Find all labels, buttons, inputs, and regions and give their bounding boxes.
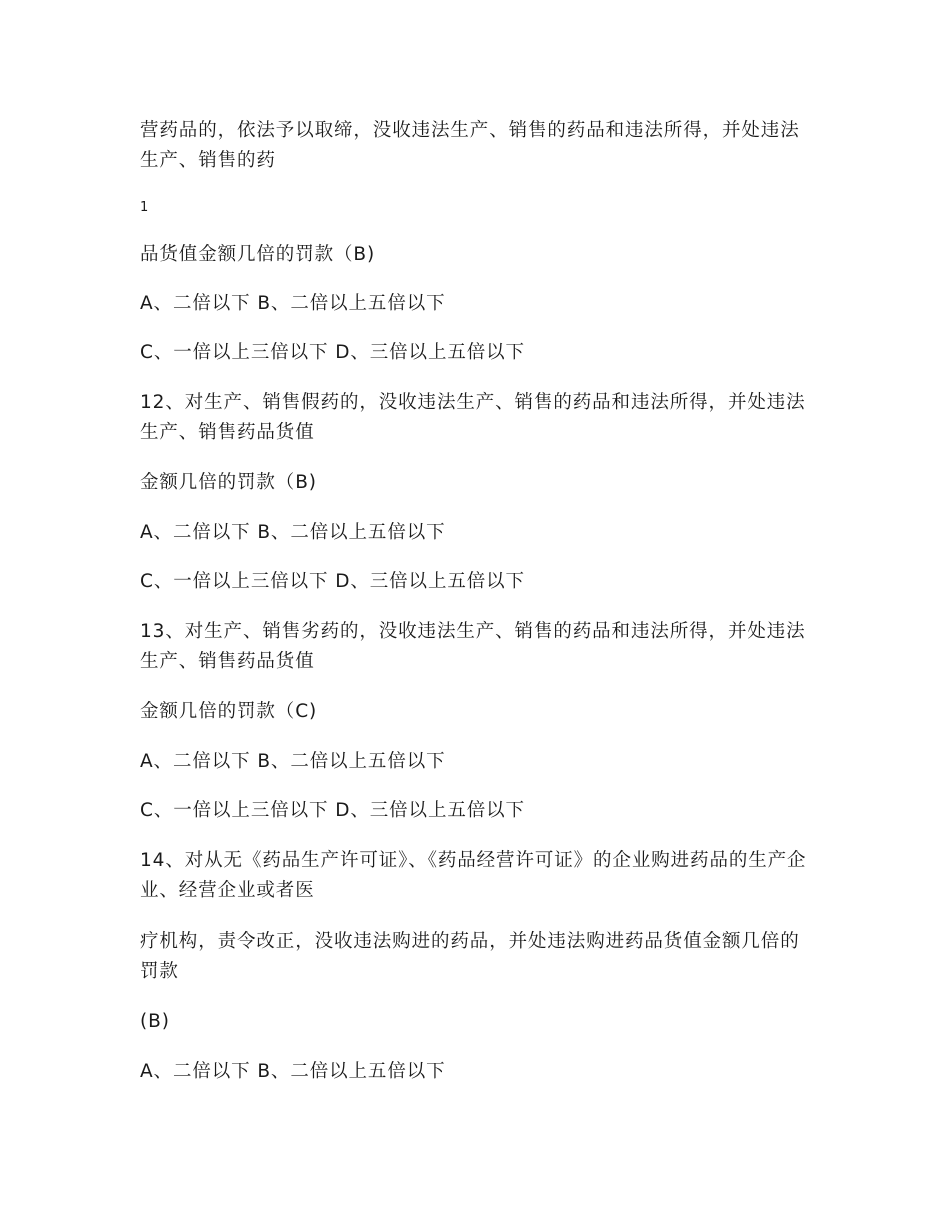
options-c-d-q11: C、一倍以上三倍以下 D、三倍以上五倍以下: [140, 342, 525, 363]
question-12: 12、对生产、销售假药的，没收违法生产、销售的药品和违法所得，并处违法生产、销售药品货值: [140, 392, 806, 443]
paragraph-continuation: 营药品的，依法予以取缔，没收违法生产、销售的药品和违法所得，并处违法生产、销售的药: [140, 120, 800, 171]
options-a-b-q14: A、二倍以下 B、二倍以上五倍以下: [140, 1061, 446, 1082]
paragraph-question-11-tail: 品货值金额几倍的罚款（B): [140, 244, 376, 265]
page-number: 1: [140, 200, 149, 215]
question-13-tail: 金额几倍的罚款（C): [140, 701, 318, 722]
question-14: 14、对从无《药品生产许可证》、《药品经营许可证》的企业购进药品的生产企业、经营企业或者医: [140, 850, 807, 901]
options-c-d-q13: C、一倍以上三倍以下 D、三倍以上五倍以下: [140, 800, 525, 821]
options-a-b-q12: A、二倍以下 B、二倍以上五倍以下: [140, 522, 446, 543]
question-14-continued: 疗机构，责令改正，没收违法购进的药品，并处违法购进药品货值金额几倍的罚款: [140, 931, 800, 982]
options-a-b-q13: A、二倍以下 B、二倍以上五倍以下: [140, 751, 446, 772]
question-13: 13、对生产、销售劣药的，没收违法生产、销售的药品和违法所得，并处违法生产、销售药品货值: [140, 621, 806, 672]
question-12-tail: 金额几倍的罚款（B): [140, 472, 317, 493]
options-c-d-q12: C、一倍以上三倍以下 D、三倍以上五倍以下: [140, 571, 525, 592]
answer-q14: (B): [140, 1011, 170, 1032]
options-a-b-q11: A、二倍以下 B、二倍以上五倍以下: [140, 293, 446, 314]
